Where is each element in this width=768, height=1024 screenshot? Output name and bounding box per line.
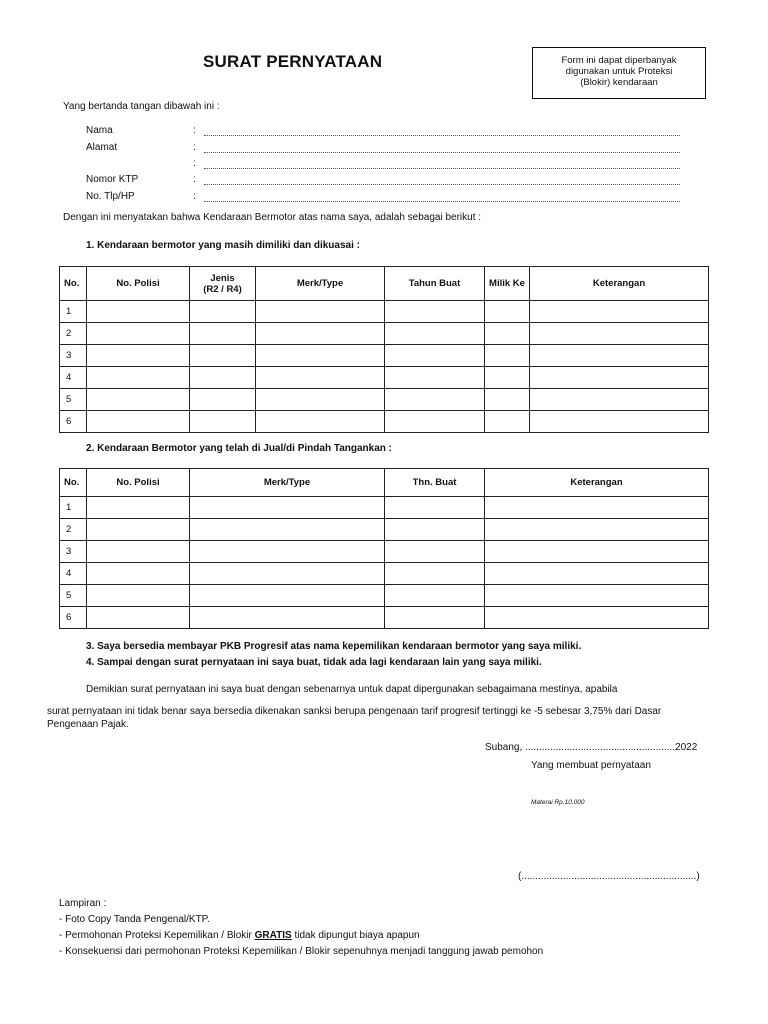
colon: : bbox=[193, 191, 196, 202]
cell[interactable] bbox=[190, 541, 385, 563]
cell[interactable] bbox=[485, 519, 709, 541]
row-number: 3 bbox=[60, 541, 87, 563]
cell[interactable] bbox=[530, 389, 709, 411]
cell[interactable] bbox=[256, 389, 385, 411]
notice-line: (Blokir) kendaraan bbox=[580, 77, 658, 88]
row-number: 6 bbox=[60, 411, 87, 433]
table-row bbox=[60, 301, 709, 323]
col-no: No. bbox=[60, 469, 87, 497]
colon: : bbox=[193, 142, 196, 153]
table-row bbox=[60, 607, 709, 629]
ktp-field[interactable] bbox=[204, 176, 680, 185]
col-tahun: Thn. Buat bbox=[385, 469, 485, 497]
nama-field[interactable] bbox=[204, 127, 680, 136]
attachments-title: Lampiran : bbox=[59, 898, 107, 909]
cell[interactable] bbox=[190, 301, 256, 323]
col-keterangan: Keterangan bbox=[530, 267, 709, 301]
cell[interactable] bbox=[530, 345, 709, 367]
cell[interactable] bbox=[87, 563, 190, 585]
col-keterangan: Keterangan bbox=[485, 469, 709, 497]
label-nama: Nama bbox=[86, 125, 113, 136]
attachment-text: - Permohonan Proteksi Kepemilikan / Blokir bbox=[59, 930, 255, 941]
cell[interactable] bbox=[87, 411, 190, 433]
cell[interactable] bbox=[256, 367, 385, 389]
document-title: SURAT PERNYATAAN bbox=[203, 52, 383, 71]
section1-title: 1. Kendaraan bermotor yang masih dimiliki dan dikuasai : bbox=[86, 240, 360, 251]
cell[interactable] bbox=[385, 563, 485, 585]
cell[interactable] bbox=[87, 607, 190, 629]
cell[interactable] bbox=[190, 323, 256, 345]
alamat-field[interactable] bbox=[204, 144, 680, 153]
table-row bbox=[60, 367, 709, 389]
row-number: 1 bbox=[60, 301, 87, 323]
cell[interactable] bbox=[256, 345, 385, 367]
row-number: 4 bbox=[60, 563, 87, 585]
row-number: 2 bbox=[60, 519, 87, 541]
cell[interactable] bbox=[385, 541, 485, 563]
col-jenis-line1: Jenis bbox=[210, 272, 235, 284]
col-jenis bbox=[190, 267, 256, 301]
label-ktp: Nomor KTP bbox=[86, 174, 139, 185]
attachments-section bbox=[59, 896, 543, 960]
statement-text: Dengan ini menyatakan bahwa Kendaraan Bermotor atas nama saya, adalah sebagai berikut : bbox=[63, 212, 482, 223]
sold-vehicles-table bbox=[59, 468, 709, 629]
cell[interactable] bbox=[385, 301, 485, 323]
table-row bbox=[60, 497, 709, 519]
col-tahun: Tahun Buat bbox=[385, 267, 485, 301]
col-polisi: No. Polisi bbox=[87, 267, 190, 301]
row-number: 5 bbox=[60, 585, 87, 607]
cell[interactable] bbox=[87, 323, 190, 345]
cell[interactable] bbox=[256, 323, 385, 345]
table-row bbox=[60, 563, 709, 585]
cell[interactable] bbox=[87, 301, 190, 323]
attachment-item bbox=[59, 928, 543, 944]
cell[interactable] bbox=[530, 411, 709, 433]
cell[interactable] bbox=[87, 585, 190, 607]
cell[interactable] bbox=[256, 301, 385, 323]
row-number: 2 bbox=[60, 323, 87, 345]
cell[interactable] bbox=[485, 541, 709, 563]
label-alamat: Alamat bbox=[86, 142, 118, 153]
cell[interactable] bbox=[485, 411, 530, 433]
attachment-item: - Konsekuensi dari permohonan Proteksi Kepemilikan / Blokir sepenuhnya menjadi tanggung jawab pemohon bbox=[59, 946, 544, 957]
row-number: 1 bbox=[60, 497, 87, 519]
table-row bbox=[60, 345, 709, 367]
cell[interactable] bbox=[530, 323, 709, 345]
cell[interactable] bbox=[190, 607, 385, 629]
point-3: 3. Saya bersedia membayar PKB Progresif atas nama kepemilikan kendaraan bermotor yang saya miliki. bbox=[86, 641, 582, 652]
colon: : bbox=[193, 174, 196, 185]
table-row bbox=[60, 541, 709, 563]
cell[interactable] bbox=[485, 367, 530, 389]
table-row bbox=[60, 411, 709, 433]
col-milik: Milik Ke bbox=[485, 267, 530, 301]
intro-text: Yang bertanda tangan dibawah ini : bbox=[63, 101, 220, 112]
cell[interactable] bbox=[385, 367, 485, 389]
cell[interactable] bbox=[385, 345, 485, 367]
label-tlp: No. Tlp/HP bbox=[86, 191, 135, 202]
table-row bbox=[60, 323, 709, 345]
cell[interactable] bbox=[530, 301, 709, 323]
cell[interactable] bbox=[190, 389, 256, 411]
cell[interactable] bbox=[485, 301, 530, 323]
row-number: 5 bbox=[60, 389, 87, 411]
section2-title: 2. Kendaraan Bermotor yang telah di Jual/di Pindah Tangankan : bbox=[86, 443, 392, 454]
tlp-field[interactable] bbox=[204, 193, 680, 202]
cell[interactable] bbox=[190, 519, 385, 541]
cell[interactable] bbox=[385, 323, 485, 345]
closing-paragraph-line2: surat pernyataan ini tidak benar saya bersedia dikenakan sanksi berupa pengenaan tarif progresif tertinggi ke -5 sebesar 3,75% dari Dasar Pengenaan Pajak. bbox=[47, 706, 662, 730]
signature-line[interactable]: (...............................................................) bbox=[518, 871, 700, 882]
cell[interactable] bbox=[485, 345, 530, 367]
cell[interactable] bbox=[87, 497, 190, 519]
col-merk: Merk/Type bbox=[256, 267, 385, 301]
owned-vehicles-table bbox=[59, 266, 709, 433]
table-row bbox=[60, 519, 709, 541]
cell[interactable] bbox=[385, 519, 485, 541]
cell[interactable] bbox=[385, 497, 485, 519]
notice-line: Form ini dapat diperbanyak bbox=[561, 55, 677, 66]
cell[interactable] bbox=[190, 411, 256, 433]
cell[interactable] bbox=[485, 497, 709, 519]
alamat-field-line2[interactable] bbox=[204, 160, 680, 169]
notice-box bbox=[532, 47, 706, 99]
city-date[interactable]: Subang, ......................................................2022 bbox=[485, 742, 698, 753]
table-row bbox=[60, 389, 709, 411]
cell[interactable] bbox=[190, 563, 385, 585]
row-number: 4 bbox=[60, 367, 87, 389]
col-no: No. bbox=[60, 267, 87, 301]
maker-label: Yang membuat pernyataan bbox=[531, 760, 651, 771]
materai-label: Materai Rp.10.000 bbox=[531, 799, 585, 806]
cell[interactable] bbox=[256, 411, 385, 433]
cell[interactable] bbox=[385, 389, 485, 411]
table-row bbox=[60, 585, 709, 607]
cell[interactable] bbox=[87, 367, 190, 389]
cell[interactable] bbox=[190, 367, 256, 389]
cell[interactable] bbox=[385, 411, 485, 433]
cell[interactable] bbox=[385, 585, 485, 607]
point-4: 4. Sampai dengan surat pernyataan ini saya buat, tidak ada lagi kendaraan lain yang saya miliki. bbox=[86, 657, 542, 668]
cell[interactable] bbox=[485, 389, 530, 411]
closing-paragraph-line1: Demikian surat pernyataan ini saya buat dengan sebenarnya untuk dapat dipergunakan sebagaimana mestinya, apabila bbox=[86, 684, 618, 695]
cell[interactable] bbox=[485, 607, 709, 629]
cell[interactable] bbox=[190, 585, 385, 607]
cell[interactable] bbox=[485, 323, 530, 345]
cell[interactable] bbox=[385, 607, 485, 629]
col-polisi: No. Polisi bbox=[87, 469, 190, 497]
cell[interactable] bbox=[485, 585, 709, 607]
col-jenis-line2: (R2 / R4) bbox=[203, 283, 242, 295]
colon: : bbox=[193, 158, 196, 169]
cell[interactable] bbox=[87, 541, 190, 563]
row-number: 6 bbox=[60, 607, 87, 629]
cell[interactable] bbox=[87, 345, 190, 367]
colon: : bbox=[193, 125, 196, 136]
cell[interactable] bbox=[190, 345, 256, 367]
col-merk: Merk/Type bbox=[190, 469, 385, 497]
cell[interactable] bbox=[530, 367, 709, 389]
cell[interactable] bbox=[87, 519, 190, 541]
notice-line: digunakan untuk Proteksi bbox=[565, 66, 673, 77]
row-number: 3 bbox=[60, 345, 87, 367]
attachment-item: - Foto Copy Tanda Pengenal/KTP. bbox=[59, 914, 210, 925]
cell[interactable] bbox=[485, 563, 709, 585]
gratis-emphasis: GRATIS bbox=[254, 930, 292, 941]
attachment-text: tidak dipungut biaya apapun bbox=[291, 930, 420, 941]
cell[interactable] bbox=[190, 497, 385, 519]
cell[interactable] bbox=[87, 389, 190, 411]
